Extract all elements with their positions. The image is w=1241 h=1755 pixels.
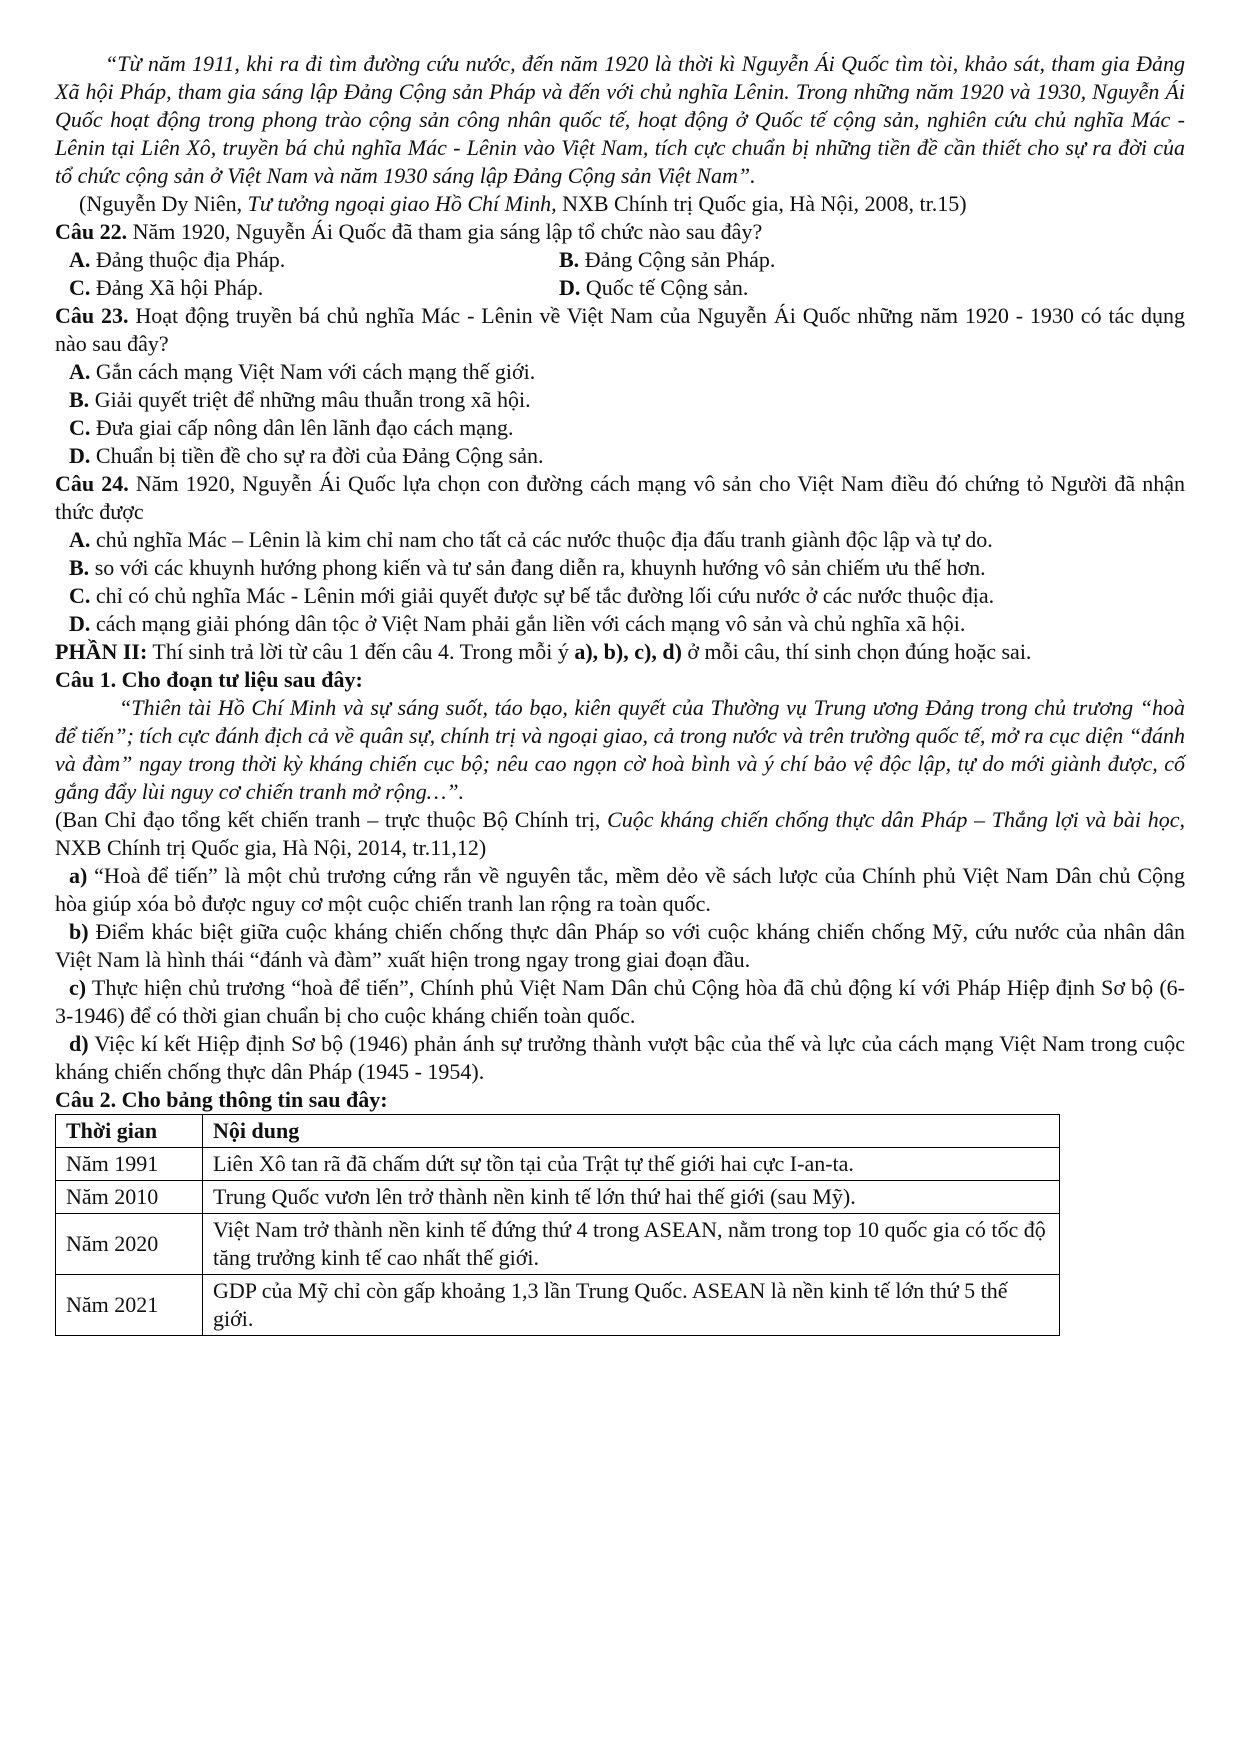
- option-text: so với các khuynh hướng phong kiến và tư sản đang diễn ra, khuynh hướng vô sản chiếm ưu thế hơn.: [94, 555, 986, 580]
- question-22-options: [55, 246, 1185, 302]
- option-row: [55, 358, 1185, 386]
- question-23-text: Hoạt động truyền bá chủ nghĩa Mác - Lênin về Việt Nam của Nguyễn Ái Quốc những năm 1920 - 1930 có tác dụng nào sau đây?: [55, 303, 1185, 356]
- option-label: B.: [559, 247, 580, 272]
- cau2-heading: [55, 1086, 1185, 1114]
- table-header-time: Thời gian: [56, 1115, 203, 1148]
- table-row: [56, 1181, 1060, 1214]
- statement-label: d): [69, 1031, 89, 1056]
- table-row: [56, 1148, 1060, 1181]
- option-text: Chuẩn bị tiền đề cho sự ra đời của Đảng Cộng sản.: [95, 443, 544, 468]
- statement-row: [55, 862, 1185, 918]
- table-cell-time: Năm 1991: [56, 1148, 203, 1181]
- question-22-stem: [55, 218, 1185, 246]
- option-row: [55, 554, 1185, 582]
- table-row: [56, 1275, 1060, 1336]
- statement-row: [55, 974, 1185, 1030]
- part2-abcd-bold: a), b), c), d): [574, 639, 682, 664]
- table-header-row: [56, 1115, 1060, 1148]
- intro-source-pre: (Nguyễn Dy Niên,: [79, 191, 248, 216]
- option-text: cách mạng giải phóng dân tộc ở Việt Nam phải gắn liền với cách mạng vô sản và chủ nghĩa xã hội.: [95, 611, 966, 636]
- cau1-source-post: NXB Chính trị Quốc gia, Hà Nội, 2014, tr.11,12): [55, 835, 487, 860]
- option-row: [55, 414, 1185, 442]
- table-cell-content: Việt Nam trở thành nền kinh tế đứng thứ 4 trong ASEAN, nằm trong top 10 quốc gia có tốc độ tăng trưởng kinh tế cao nhất thế giới.: [203, 1214, 1060, 1275]
- statement-text: Việc kí kết Hiệp định Sơ bộ (1946) phản ánh sự trưởng thành vượt bậc của thế và lực của cách mạng Việt Nam trong cuộc kháng chiến chống thực dân Pháp (1945 - 1954).: [55, 1031, 1185, 1084]
- question-24-text: Năm 1920, Nguyễn Ái Quốc lựa chọn con đường cách mạng vô sản cho Việt Nam điều đó chứng tỏ Người đã nhận thức được: [55, 471, 1186, 524]
- option-row: [545, 274, 1185, 302]
- table-cell-content: Liên Xô tan rã đã chấm dứt sự tồn tại của Trật tự thế giới hai cực I-an-ta.: [203, 1148, 1060, 1181]
- option-row: [55, 386, 1185, 414]
- statement-text: Thực hiện chủ trương “hoà để tiến”, Chính phủ Việt Nam Dân chủ Cộng hòa đã chủ động kí với Pháp Hiệp định Sơ bộ (6-3-1946) để có thời gian chuẩn bị cho cuộc kháng chiến toàn quốc.: [55, 975, 1185, 1028]
- option-row: [55, 274, 545, 302]
- table-cell-time: Năm 2021: [56, 1275, 203, 1336]
- question-22-number: Câu 22.: [55, 219, 128, 244]
- option-text: Đảng thuộc địa Pháp.: [95, 247, 286, 272]
- option-label: B.: [69, 387, 90, 412]
- option-label: B.: [69, 555, 90, 580]
- option-row: [545, 246, 1185, 274]
- option-text: Gắn cách mạng Việt Nam với cách mạng thế giới.: [95, 359, 536, 384]
- part2-instructions-2: ở mỗi câu, thí sinh chọn đúng hoặc sai.: [687, 639, 1032, 664]
- table-header-content: Nội dung: [203, 1115, 1060, 1148]
- option-label: C.: [69, 415, 91, 440]
- part2-instructions-1: Thí sinh trả lời từ câu 1 đến câu 4. Trong mỗi ý: [152, 639, 569, 664]
- intro-source-title: Tư tưởng ngoại giao Hồ Chí Minh,: [247, 191, 557, 216]
- cau1-source-pre: (Ban Chỉ đạo tổng kết chiến tranh – trực thuộc Bộ Chính trị,: [55, 807, 608, 832]
- option-text: chủ nghĩa Mác – Lênin là kim chỉ nam cho tất cả các nước thuộc địa đấu tranh giành độc lập và tự do.: [95, 527, 993, 552]
- question-24-stem: [55, 470, 1185, 526]
- info-table: [55, 1114, 1060, 1336]
- statement-label: c): [69, 975, 87, 1000]
- option-row: [55, 246, 545, 274]
- part2-label: PHẦN II:: [55, 639, 148, 664]
- option-label: C.: [69, 275, 91, 300]
- option-row: [55, 526, 1185, 554]
- cau2-heading-text: Câu 2. Cho bảng thông tin sau đây:: [55, 1087, 388, 1112]
- option-text: Quốc tế Cộng sản.: [585, 275, 749, 300]
- statement-label: a): [69, 863, 88, 888]
- table-cell-time: Năm 2010: [56, 1181, 203, 1214]
- cau1-source-line: [55, 806, 1185, 862]
- question-24-number: Câu 24.: [55, 471, 129, 496]
- table-cell-time: Năm 2020: [56, 1214, 203, 1275]
- option-text: Giải quyết triệt để những mâu thuẫn trong xã hội.: [94, 387, 531, 412]
- table-cell-content: Trung Quốc vươn lên trở thành nền kinh tế lớn thứ hai thế giới (sau Mỹ).: [203, 1181, 1060, 1214]
- option-text: chỉ có chủ nghĩa Mác - Lênin mới giải quyết được sự bế tắc đường lối cứu nước ở các nước thuộc địa.: [95, 583, 995, 608]
- question-22-text: Năm 1920, Nguyễn Ái Quốc đã tham gia sáng lập tổ chức nào sau đây?: [132, 219, 763, 244]
- table-row: [56, 1214, 1060, 1275]
- statement-text: “Hoà để tiến” là một chủ trương cứng rắn về nguyên tắc, mềm dẻo về sách lược của Chính phủ Việt Nam Dân chủ Cộng hòa giúp xóa bỏ được nguy cơ một cuộc chiến tranh lan rộng ra toàn quốc.: [55, 863, 1185, 916]
- cau1-heading-text: Câu 1. Cho đoạn tư liệu sau đây:: [55, 667, 363, 692]
- intro-source-line: [55, 190, 1185, 218]
- cau1-quote-paragraph: “Thiên tài Hồ Chí Minh và sự sáng suốt, táo bạo, kiên quyết của Thường vụ Trung ương Đảng trong chủ trương “hoà để tiến”; tích cực đánh địch cả về quân sự, chính trị và ngoại giao, cả trong nước và trên trường quốc tế, mở ra cục diện “đánh và đàm” ngay trong thời kỳ kháng chiến cục bộ; nêu cao ngọn cờ hoà bình và ý chí bảo vệ độc lập, tự do mới giành được, cố gắng đẩy lùi nguy cơ chiến tranh mở rộng…”.: [55, 695, 1185, 804]
- statement-row: [55, 918, 1185, 974]
- intro-quote-paragraph: “Từ năm 1911, khi ra đi tìm đường cứu nước, đến năm 1920 là thời kì Nguyễn Ái Quốc tìm tòi, khảo sát, tham gia Đảng Xã hội Pháp, tham gia sáng lập Đảng Cộng sản Pháp và đến với chủ nghĩa Lênin. Trong những năm 1920 và 1930, Nguyễn Ái Quốc hoạt động trong phong trào cộng sản công nhân quốc tế, hoạt động ở Quốc tế cộng sản, nghiên cứu chủ nghĩa Mác - Lênin tại Liên Xô, truyền bá chủ nghĩa Mác - Lênin vào Việt Nam, tích cực chuẩn bị những tiền đề cần thiết cho sự ra đời của tổ chức cộng sản ở Việt Nam và năm 1930 sáng lập Đảng Cộng sản Việt Nam”.: [55, 51, 1185, 188]
- intro-source-post: NXB Chính trị Quốc gia, Hà Nội, 2008, tr.15): [562, 191, 967, 216]
- statement-row: [55, 1030, 1185, 1086]
- option-label: A.: [69, 527, 91, 552]
- option-label: C.: [69, 583, 91, 608]
- option-label: A.: [69, 247, 91, 272]
- option-text: Đảng Cộng sản Pháp.: [584, 247, 776, 272]
- table-cell-content: GDP của Mỹ chỉ còn gấp khoảng 1,3 lần Trung Quốc. ASEAN là nền kinh tế lớn thứ 5 thế giới.: [203, 1275, 1060, 1336]
- cau1-source-title: Cuộc kháng chiến chống thực dân Pháp – Thắng lợi và bài học,: [607, 807, 1185, 832]
- option-label: D.: [69, 611, 91, 636]
- question-23-number: Câu 23.: [55, 303, 129, 328]
- option-label: D.: [69, 443, 91, 468]
- statement-text: Điểm khác biệt giữa cuộc kháng chiến chống thực dân Pháp so với cuộc kháng chiến chống Mỹ, cứu nước của nhân dân Việt Nam là hình thái “đánh và đàm” xuất hiện trong ngay trong giai đoạn đầu.: [55, 919, 1185, 972]
- cau1-heading: [55, 666, 1185, 694]
- option-row: [55, 442, 1185, 470]
- option-text: Đảng Xã hội Pháp.: [95, 275, 264, 300]
- question-23-stem: [55, 302, 1185, 358]
- option-row: [55, 582, 1185, 610]
- part2-header: [55, 638, 1185, 666]
- option-row: [55, 610, 1185, 638]
- statement-label: b): [69, 919, 89, 944]
- option-label: D.: [559, 275, 581, 300]
- option-text: Đưa giai cấp nông dân lên lãnh đạo cách mạng.: [95, 415, 514, 440]
- option-label: A.: [69, 359, 91, 384]
